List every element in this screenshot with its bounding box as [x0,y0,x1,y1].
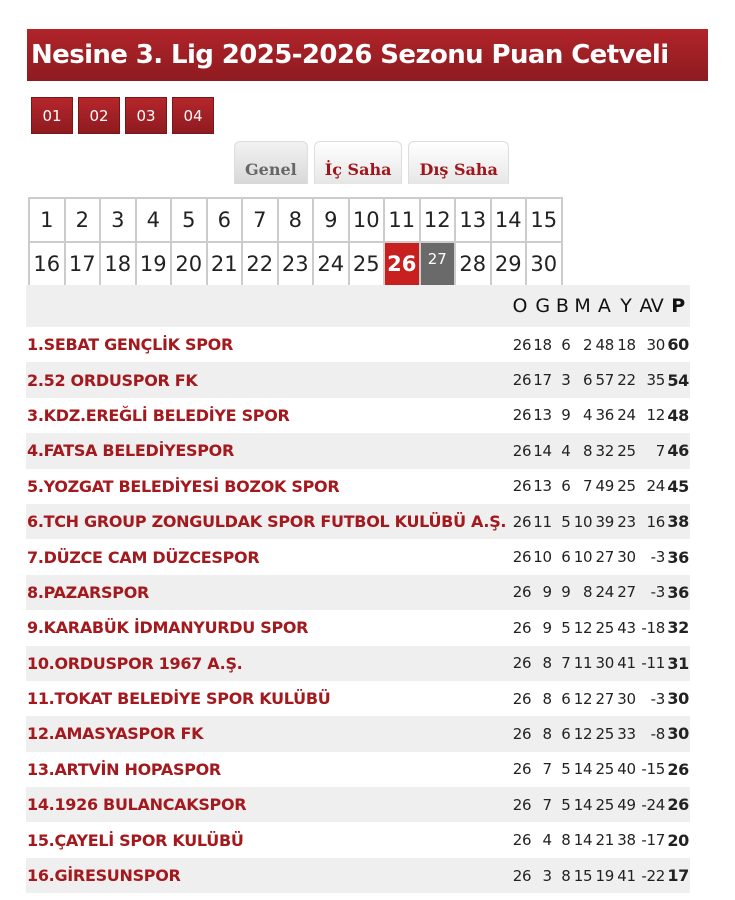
tab-genel[interactable]: Genel [234,141,308,184]
stat-y: 18 [617,335,636,354]
stat-av: -3 [650,548,665,567]
stat-o: 26 [507,433,532,468]
week-button-6[interactable]: 6 [207,198,243,242]
table-row [26,858,690,893]
stat-o: 26 [512,406,532,425]
stat-av: 30 [646,335,665,354]
stat-y: 27 [615,575,637,610]
stat-b: 9 [553,575,572,610]
stat-m: 2 [583,335,593,354]
stat-b: 7 [553,646,572,681]
week-button-27[interactable]: 27 [420,242,456,286]
header-a: A [593,285,615,327]
stat-g: 8 [542,689,552,708]
stat-a: 25 [593,787,615,822]
stat-y: 25 [615,433,637,468]
stat-m: 8 [572,433,594,468]
stat-av: -17 [641,831,665,850]
table-row [26,787,690,822]
stat-o: 26 [507,575,532,610]
stat-b: 3 [553,362,572,397]
stat-y: 38 [617,831,636,850]
group-selector [31,97,214,134]
stat-b: 6 [561,689,571,708]
stat-g: 4 [542,831,552,850]
week-button-30[interactable]: 30 [526,242,562,286]
header-y: Y [615,285,637,327]
team-name-link[interactable]: 10.ORDUSPOR 1967 A.Ş. [26,646,507,681]
stat-m: 14 [573,831,593,850]
tab-dis-saha[interactable]: Dış Saha [408,141,508,184]
week-button-22[interactable]: 22 [242,242,278,286]
stat-m: 12 [573,618,593,637]
stat-av: 35 [637,362,666,397]
stat-av: -8 [637,716,666,751]
week-button-7[interactable]: 7 [242,198,278,242]
stat-y: 30 [617,548,636,567]
stat-b: 8 [561,831,571,850]
stat-y: 41 [615,858,637,893]
stat-o: 26 [512,831,532,850]
group-button-03[interactable]: 03 [125,97,167,134]
stat-y: 40 [617,760,636,779]
team-name-link[interactable]: 4.FATSA BELEDİYESPOR [26,433,507,468]
stat-g: 8 [532,716,553,751]
stat-a: 19 [593,858,615,893]
week-button-9[interactable]: 9 [313,198,349,242]
stat-y: 25 [617,477,636,496]
standings-tabs [234,141,509,184]
week-button-5[interactable]: 5 [171,198,207,242]
stat-p: 48 [667,405,689,425]
table-row [26,575,690,610]
week-selector [28,197,563,287]
stat-p: 17 [666,858,690,893]
stat-y: 41 [615,646,637,681]
week-button-12[interactable]: 12 [420,198,456,242]
week-button-20[interactable]: 20 [171,242,207,286]
week-button-25[interactable]: 25 [349,242,385,286]
stat-av: -3 [650,689,665,708]
group-button-04[interactable]: 04 [172,97,214,134]
stat-av: -22 [637,858,666,893]
week-button-11[interactable]: 11 [384,198,420,242]
stat-m: 12 [573,689,593,708]
table-row [26,646,690,681]
stat-p: 45 [667,476,689,496]
stat-b: 6 [561,477,571,496]
table-row [26,610,690,645]
stat-p: 20 [667,830,689,850]
stat-b: 8 [553,858,572,893]
team-name-link[interactable]: 9.KARABÜK İDMANYURDU SPOR [27,618,309,638]
stat-a: 24 [593,575,615,610]
stat-y: 43 [617,618,636,637]
stat-o: 26 [507,362,532,397]
stat-m: 4 [583,406,593,425]
stat-o: 26 [512,477,532,496]
page-title: Nesine 3. Lig 2025-2026 Sezonu Puan Cetveli [27,29,708,81]
stat-b: 6 [561,548,571,567]
stat-a: 25 [595,760,614,779]
stat-g: 9 [532,575,553,610]
team-name-link[interactable]: 14.1926 BULANCAKSPOR [26,787,507,822]
table-row [26,681,690,716]
stat-o: 26 [507,858,532,893]
stat-p: 54 [666,362,690,397]
stat-o: 26 [507,716,532,751]
header-b: B [553,285,572,327]
table-row [26,469,690,504]
week-button-17[interactable]: 17 [65,242,101,286]
stat-a: 30 [593,646,615,681]
week-button-23[interactable]: 23 [278,242,314,286]
team-name-link[interactable]: 2.52 ORDUSPOR FK [26,362,507,397]
group-button-02[interactable]: 02 [78,97,120,134]
table-header-row [26,285,690,327]
stat-b: 5 [553,787,572,822]
stat-g: 3 [532,858,553,893]
table-row [26,716,690,751]
stat-g: 17 [532,362,553,397]
header-g: G [532,285,553,327]
team-name-link[interactable]: 16.GİRESUNSPOR [26,858,507,893]
stat-o: 26 [512,760,532,779]
team-name-link[interactable]: 12.AMASYASPOR FK [26,716,507,751]
stat-b: 4 [553,433,572,468]
week-button-26[interactable]: 26 [384,242,420,286]
stat-b: 5 [561,760,571,779]
stat-a: 25 [595,618,614,637]
header-team [26,285,507,327]
stat-g: 13 [533,406,552,425]
stat-m: 6 [572,362,594,397]
stat-p: 31 [666,646,690,681]
week-button-16[interactable]: 16 [29,242,65,286]
team-name-link[interactable]: 13.ARTVİN HOPASPOR [27,759,221,779]
stat-av: -3 [637,575,666,610]
tab-ic-saha[interactable]: İç Saha [314,141,403,184]
week-button-15[interactable]: 15 [526,198,562,242]
stat-o: 26 [512,335,532,354]
stat-p: 36 [667,547,689,567]
stat-m: 11 [572,646,594,681]
header-p: P [666,285,690,327]
week-button-4[interactable]: 4 [136,198,172,242]
stat-p: 46 [666,433,690,468]
stat-m: 14 [572,787,594,822]
stat-m: 14 [573,760,593,779]
week-button-18[interactable]: 18 [100,242,136,286]
stat-o: 26 [512,548,532,567]
stat-y: 49 [615,787,637,822]
header-av: AV [637,285,666,327]
stat-a: 39 [593,504,615,539]
team-name-link[interactable]: 15.ÇAYELİ SPOR KULÜBÜ [27,830,244,850]
stat-b: 5 [553,504,572,539]
week-button-24[interactable]: 24 [313,242,349,286]
team-name-link[interactable]: 7.DÜZCE CAM DÜZCESPOR [27,547,260,567]
stat-p: 36 [666,575,690,610]
stat-y: 30 [617,689,636,708]
stat-y: 33 [615,716,637,751]
header-o: O [507,285,532,327]
standings-table [26,285,690,893]
week-button-13[interactable]: 13 [455,198,491,242]
week-button-14[interactable]: 14 [491,198,527,242]
stat-av: -15 [641,760,665,779]
stat-m: 15 [572,858,594,893]
stat-y: 23 [615,504,637,539]
stat-p: 32 [667,618,689,638]
stat-g: 14 [532,433,553,468]
stat-av: -18 [641,618,665,637]
team-name-link[interactable]: 11.TOKAT BELEDİYE SPOR KULÜBÜ [27,689,331,709]
stat-a: 36 [595,406,614,425]
stat-g: 18 [533,335,552,354]
stat-g: 7 [542,760,552,779]
week-button-3[interactable]: 3 [100,198,136,242]
week-button-2[interactable]: 2 [65,198,101,242]
group-button-01[interactable]: 01 [31,97,73,134]
stat-a: 48 [595,335,614,354]
week-button-19[interactable]: 19 [136,242,172,286]
stat-m: 10 [573,548,593,567]
stat-a: 21 [595,831,614,850]
stat-g: 8 [532,646,553,681]
stat-av: -11 [637,646,666,681]
stat-b: 6 [553,716,572,751]
stat-m: 7 [583,477,593,496]
week-button-10[interactable]: 10 [349,198,385,242]
stat-av: 24 [646,477,665,496]
stat-av: 16 [637,504,666,539]
stat-g: 7 [532,787,553,822]
week-button-8[interactable]: 8 [278,198,314,242]
stat-b: 5 [561,618,571,637]
stat-g: 13 [533,477,552,496]
team-name-link[interactable]: 3.KDZ.EREĞLİ BELEDİYE SPOR [27,405,290,425]
stat-o: 26 [507,646,532,681]
stat-a: 27 [595,548,614,567]
stat-p: 26 [667,759,689,779]
stat-a: 57 [593,362,615,397]
stat-a: 27 [595,689,614,708]
stat-p: 30 [667,689,689,709]
stat-b: 9 [561,406,571,425]
stat-av: 12 [646,406,665,425]
stat-o: 26 [507,787,532,822]
table-row [26,433,690,468]
stat-b: 6 [561,335,571,354]
header-m: M [572,285,594,327]
stat-av: 7 [637,433,666,468]
table-row [26,504,690,539]
stat-o: 26 [512,689,532,708]
table-row [26,362,690,397]
stat-p: 60 [667,335,689,355]
table-row [26,539,690,574]
team-name-link[interactable]: 6.TCH GROUP ZONGULDAK SPOR FUTBOL KULÜBÜ A.Ş. [26,504,507,539]
stat-y: 22 [615,362,637,397]
week-button-29[interactable]: 29 [491,242,527,286]
stat-p: 26 [666,787,690,822]
stat-g: 11 [532,504,553,539]
week-button-28[interactable]: 28 [455,242,491,286]
week-button-21[interactable]: 21 [207,242,243,286]
stat-av: -24 [637,787,666,822]
team-name-link[interactable]: 1.SEBAT GENÇLİK SPOR [27,335,233,355]
stat-m: 12 [572,716,594,751]
team-name-link[interactable]: 5.YOZGAT BELEDİYESİ BOZOK SPOR [27,476,340,496]
stat-g: 10 [533,548,552,567]
stat-p: 38 [666,504,690,539]
stat-a: 25 [593,716,615,751]
stat-o: 26 [512,618,532,637]
stat-m: 8 [572,575,594,610]
table-row [26,822,690,857]
team-name-link[interactable]: 8.PAZARSPOR [26,575,507,610]
stat-a: 32 [593,433,615,468]
table-row [26,398,690,433]
stat-p: 30 [666,716,690,751]
stat-g: 9 [542,618,552,637]
table-row [26,327,690,362]
stat-m: 10 [572,504,594,539]
stat-a: 49 [595,477,614,496]
stat-y: 24 [617,406,636,425]
stat-o: 26 [507,504,532,539]
table-row [26,752,690,787]
week-button-1[interactable]: 1 [29,198,65,242]
